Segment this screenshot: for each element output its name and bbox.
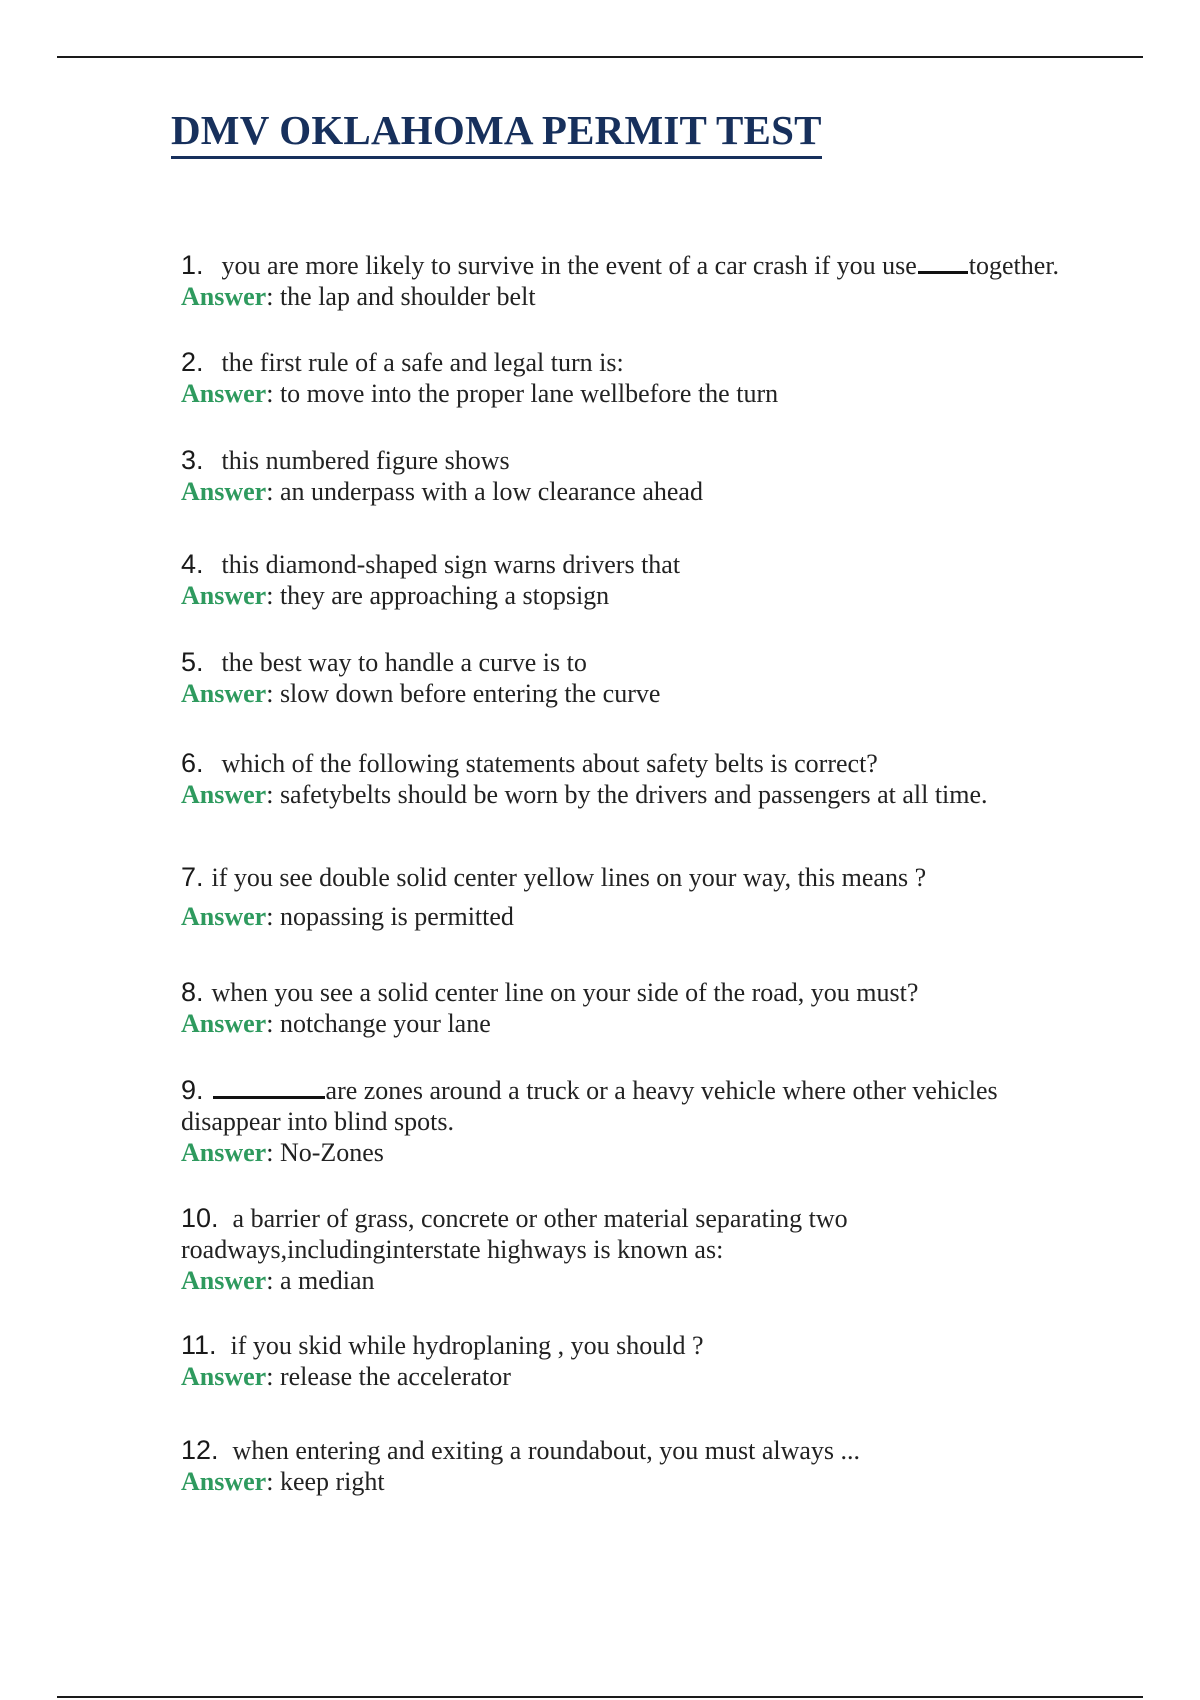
question-text: 5. the best way to handle a curve is to — [181, 647, 587, 677]
answer-label: Answer — [181, 1266, 267, 1295]
question-number: 7. — [181, 862, 204, 892]
question-number: 1. — [181, 250, 204, 280]
question-item-1 — [181, 250, 1141, 313]
question-item-9 — [181, 1075, 1141, 1169]
question-number: 6. — [181, 748, 204, 778]
question-item-6 — [181, 748, 1141, 811]
question-text: 11. if you skid while hydroplaning , you should ? — [181, 1330, 704, 1360]
bottom-rule — [57, 1696, 1143, 1698]
answer-text: : safetybelts should be worn by the drivers and passengers at all time. — [266, 780, 988, 809]
answer-text: : they are approaching a stopsign — [266, 581, 610, 610]
answer-label: Answer — [181, 477, 267, 506]
question-item-3 — [181, 445, 1141, 508]
question-item-4 — [181, 549, 1141, 612]
question-text: 6. which of the following statements about safety belts is correct? — [181, 748, 878, 778]
question-text: 7. if you see double solid center yellow lines on your way, this means ? — [181, 862, 927, 892]
answer-label: Answer — [181, 379, 267, 408]
answer-text: : the lap and shoulder belt — [266, 282, 536, 311]
question-number: 9. — [181, 1075, 204, 1105]
answer-text: : keep right — [266, 1467, 385, 1496]
question-text: 12. when entering and exiting a roundabout, you must always ... — [181, 1435, 861, 1465]
answer-line — [181, 1008, 1141, 1040]
answer-text: : nopassing is permitted — [266, 902, 514, 931]
top-rule — [57, 56, 1143, 58]
answer-line — [181, 678, 1141, 710]
answer-label: Answer — [181, 1467, 267, 1496]
question-item-7 — [181, 862, 1141, 933]
question-text: 3. this numbered figure shows — [181, 445, 510, 475]
question-number: 5. — [181, 647, 204, 677]
answer-line — [181, 378, 1141, 410]
question-item-10 — [181, 1203, 1141, 1297]
question-item-2 — [181, 347, 1141, 410]
question-number: 4. — [181, 549, 204, 579]
question-text: 9. are zones around a truck or a heavy vehicle where other vehicles — [181, 1075, 998, 1105]
answer-text: : an underpass with a low clearance ahead — [266, 477, 703, 506]
fill-in-blank — [918, 253, 968, 274]
question-number: 3. — [181, 445, 204, 475]
answer-line — [181, 580, 1141, 612]
answer-line — [181, 779, 1141, 811]
answer-label: Answer — [181, 581, 267, 610]
question-text: 10. a barrier of grass, concrete or other material separating two — [181, 1203, 848, 1233]
question-text: 1. you are more likely to survive in the event of a car crash if you use together. — [181, 250, 1060, 280]
question-number: 2. — [181, 347, 204, 377]
answer-label: Answer — [181, 1362, 267, 1391]
question-text: 8. when you see a solid center line on your side of the road, you must? — [181, 977, 919, 1007]
answer-line — [181, 1466, 1141, 1498]
question-text-continued: roadways,includinginterstate highways is known as: — [181, 1235, 724, 1264]
question-text: 4. this diamond-shaped sign warns drivers that — [181, 549, 681, 579]
answer-line — [181, 476, 1141, 508]
answer-label: Answer — [181, 1009, 267, 1038]
answer-text: : slow down before entering the curve — [266, 679, 661, 708]
fill-in-blank — [213, 1078, 325, 1099]
answer-line — [181, 1361, 1141, 1393]
question-number: 12. — [181, 1435, 219, 1465]
answer-label: Answer — [181, 902, 267, 931]
answer-label: Answer — [181, 1138, 267, 1167]
question-item-11 — [181, 1330, 1141, 1393]
answer-text: : No-Zones — [266, 1138, 384, 1167]
question-item-12 — [181, 1435, 1141, 1498]
answer-label: Answer — [181, 282, 267, 311]
question-number: 10. — [181, 1203, 219, 1233]
answer-text: : a median — [266, 1266, 375, 1295]
question-text: 2. the first rule of a safe and legal turn is: — [181, 347, 624, 377]
answer-line — [181, 281, 1141, 313]
answer-label: Answer — [181, 679, 267, 708]
answer-text: : notchange your lane — [266, 1009, 491, 1038]
answer-text: : to move into the proper lane wellbefore the turn — [266, 379, 779, 408]
answer-line — [181, 1137, 1141, 1169]
answer-line — [181, 1265, 1141, 1297]
answer-text: : release the accelerator — [266, 1362, 511, 1391]
question-item-5 — [181, 647, 1141, 710]
answer-label: Answer — [181, 780, 267, 809]
question-number: 8. — [181, 977, 204, 1007]
question-number: 11. — [181, 1330, 217, 1360]
question-text-continued: disappear into blind spots. — [181, 1107, 454, 1136]
question-item-8 — [181, 977, 1141, 1040]
answer-line — [181, 901, 1141, 933]
page-title: DMV OKLAHOMA PERMIT TEST — [171, 104, 822, 159]
